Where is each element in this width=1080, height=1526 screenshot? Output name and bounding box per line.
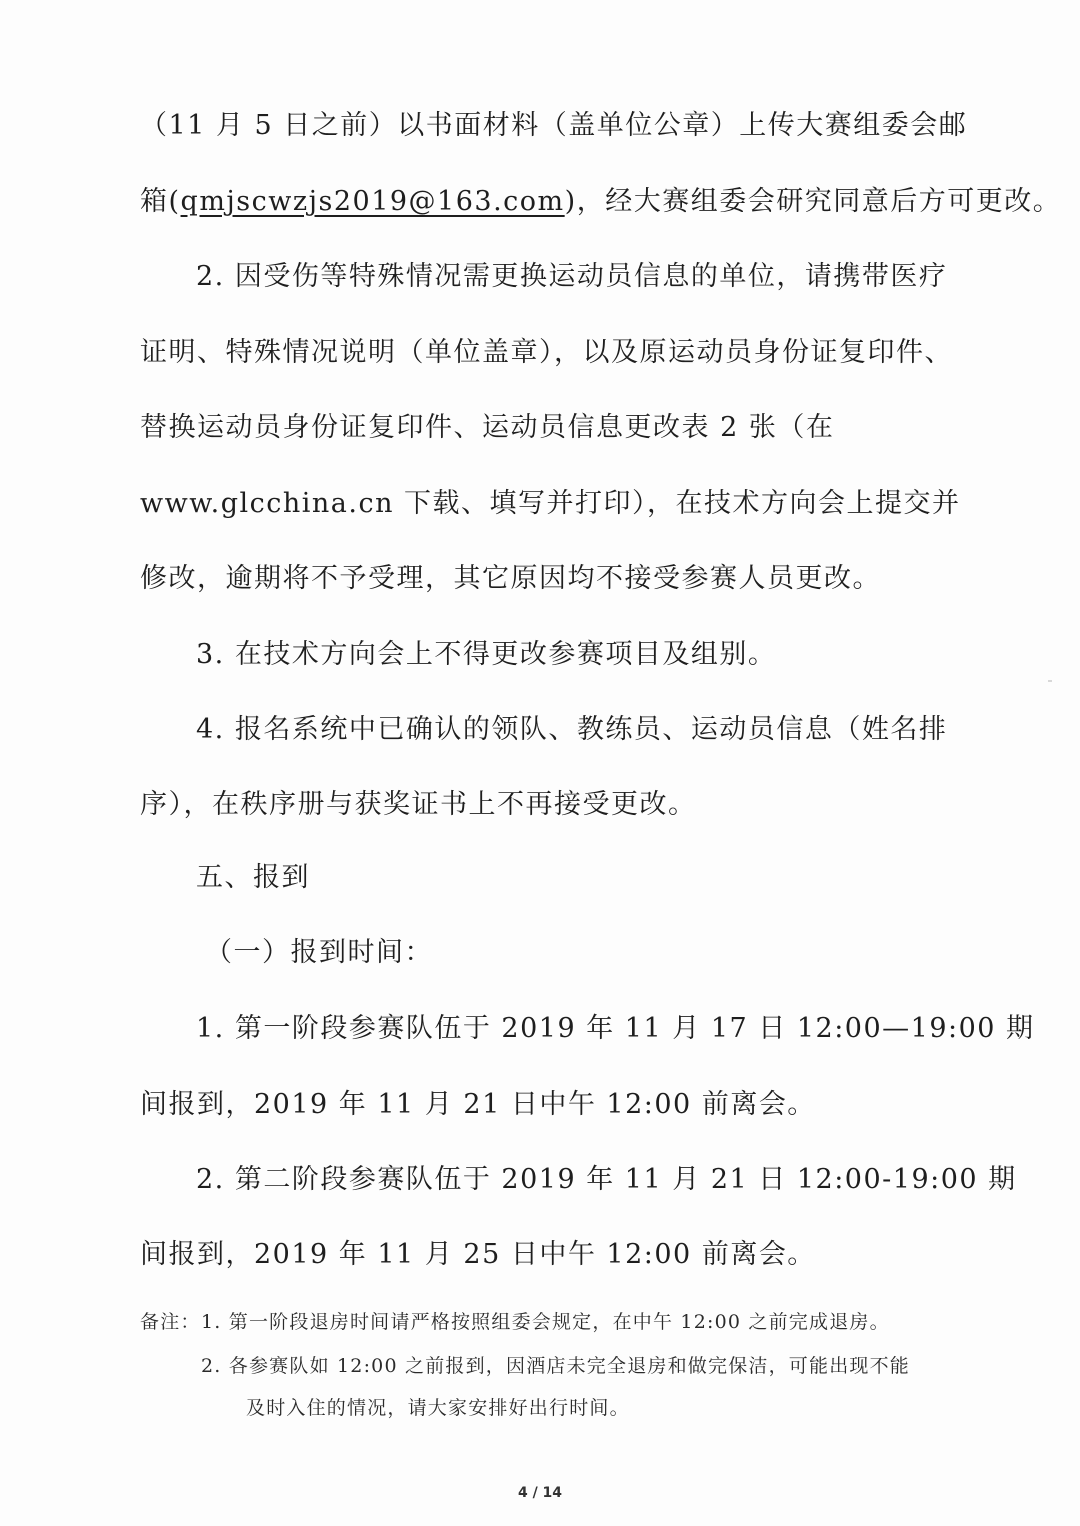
paragraph-line-1: （11 月 5 日之前）以书面材料（盖单位公章）上传大赛组委会邮 (140, 110, 968, 141)
paragraph-line-13: 1. 第一阶段参赛队伍于 2019 年 11 月 17 日 12:00—19:00 期 (196, 1013, 1035, 1044)
email-suffix: )，经大赛组委会研究同意后方可更改。 (564, 186, 1062, 217)
email-prefix: 箱( (140, 186, 181, 217)
paragraph-line-5: 替换运动员身份证复印件、运动员信息更改表 2 张（在 (140, 412, 835, 443)
paragraph-line-8: 3. 在技术方向会上不得更改参赛项目及组别。 (196, 639, 777, 670)
paragraph-line-9: 4. 报名系统中已确认的领队、教练员、运动员信息（姓名排 (196, 714, 948, 745)
paragraph-line-16: 间报到，2019 年 11 月 25 日中午 12:00 前离会。 (140, 1239, 816, 1270)
paragraph-line-10: 序），在秩序册与获奖证书上不再接受更改。 (140, 789, 697, 820)
paragraph-line-2 (140, 184, 1061, 220)
email-link[interactable]: qmjscwzjs2019@163.com (180, 186, 565, 217)
scan-artifact (1048, 680, 1052, 682)
paragraph-line-6: www.glcchina.cn 下载、填写并打印），在技术方向会上提交并 (140, 488, 961, 519)
note-item-2: 2. 各参赛队如 12:00 之前报到，因酒店未完全退房和做完保洁，可能出现不能 (201, 1355, 911, 1377)
section-heading-report: 五、报到 (196, 862, 310, 893)
note-item-1: 1. 第一阶段退房时间请严格按照组委会规定，在中午 12:00 之前完成退房。 (201, 1311, 890, 1333)
paragraph-line-14: 间报到，2019 年 11 月 21 日中午 12:00 前离会。 (140, 1089, 816, 1120)
paragraph-line-7: 修改，逾期将不予受理，其它原因均不接受参赛人员更改。 (140, 563, 881, 594)
paragraph-line-4: 证明、特殊情况说明（单位盖章），以及原运动员身份证复印件、 (140, 337, 953, 368)
paragraph-line-15: 2. 第二阶段参赛队伍于 2019 年 11 月 21 日 12:00-19:00 期 (196, 1164, 1017, 1195)
page-number: 4 / 14 (517, 1485, 563, 1501)
subsection-heading-time: （一）报到时间： (205, 937, 433, 968)
note-item-3: 及时入住的情况，请大家安排好出行时间。 (246, 1397, 630, 1419)
notes-label: 备注： (140, 1311, 201, 1333)
paragraph-line-3: 2. 因受伤等特殊情况需更换运动员信息的单位，请携带医疗 (196, 261, 948, 292)
